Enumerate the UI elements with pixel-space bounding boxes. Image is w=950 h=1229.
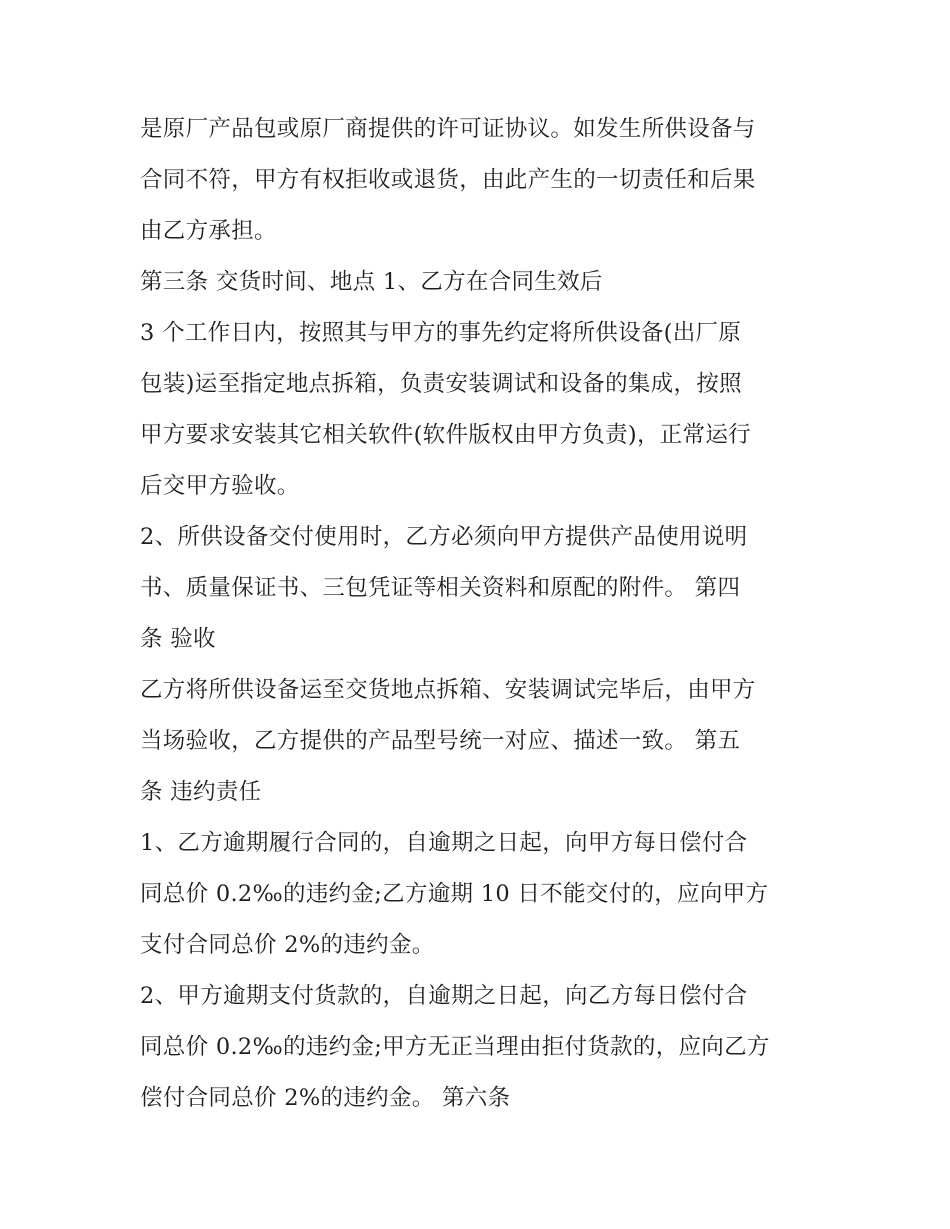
text-line: 当场验收，乙方提供的产品型号统一对应、描述一致。 第五 — [140, 728, 741, 754]
text-line: 书、质量保证书、三包凭证等相关资料和原配的附件。 第四 — [140, 575, 741, 601]
article-heading-line: 条 违约责任 — [140, 779, 262, 805]
text-line: 合同不符，甲方有权拒收或退货，由此产生的一切责任和后果 — [140, 167, 756, 193]
text-line: 1、乙方逾期履行合同的，自逾期之日起，向甲方每日偿付合 — [140, 830, 748, 856]
article-heading-line: 条 验收 — [140, 626, 216, 652]
text-line: 是原厂产品包或原厂商提供的许可证协议。如发生所供设备与 — [140, 116, 756, 142]
text-line: 2、甲方逾期支付货款的，自逾期之日起，向乙方每日偿付合 — [140, 983, 748, 1009]
text-line: 后交甲方验收。 — [140, 473, 300, 499]
text-line: 同总价 0.2‰的违约金;乙方逾期 10 日不能交付的，应向甲方 — [140, 881, 769, 907]
text-line: 包装)运至指定地点拆箱，负责安装调试和设备的集成，按照 — [140, 371, 742, 397]
text-line: 甲方要求安装其它相关软件(软件版权由甲方负责)，正常运行 — [140, 422, 751, 448]
document-body — [140, 104, 820, 1124]
article-heading-line: 第三条 交货时间、地点 1、乙方在合同生效后 — [140, 269, 603, 295]
text-line: 支付合同总价 2%的违约金。 — [140, 932, 435, 958]
text-line: 2、所供设备交付使用时，乙方必须向甲方提供产品使用说明 — [140, 524, 748, 550]
text-line: 偿付合同总价 2%的违约金。 第六条 — [140, 1085, 511, 1111]
text-line: 同总价 0.2‰的违约金;甲方无正当理由拒付货款的，应向乙方 — [140, 1034, 770, 1060]
text-line: 由乙方承担。 — [140, 218, 277, 244]
text-line: 乙方将所供设备运至交货地点拆箱、安装调试完毕后，由甲方 — [140, 677, 756, 703]
text-line: 3 个工作日内，按照其与甲方的事先约定将所供设备(出厂原 — [140, 320, 742, 346]
